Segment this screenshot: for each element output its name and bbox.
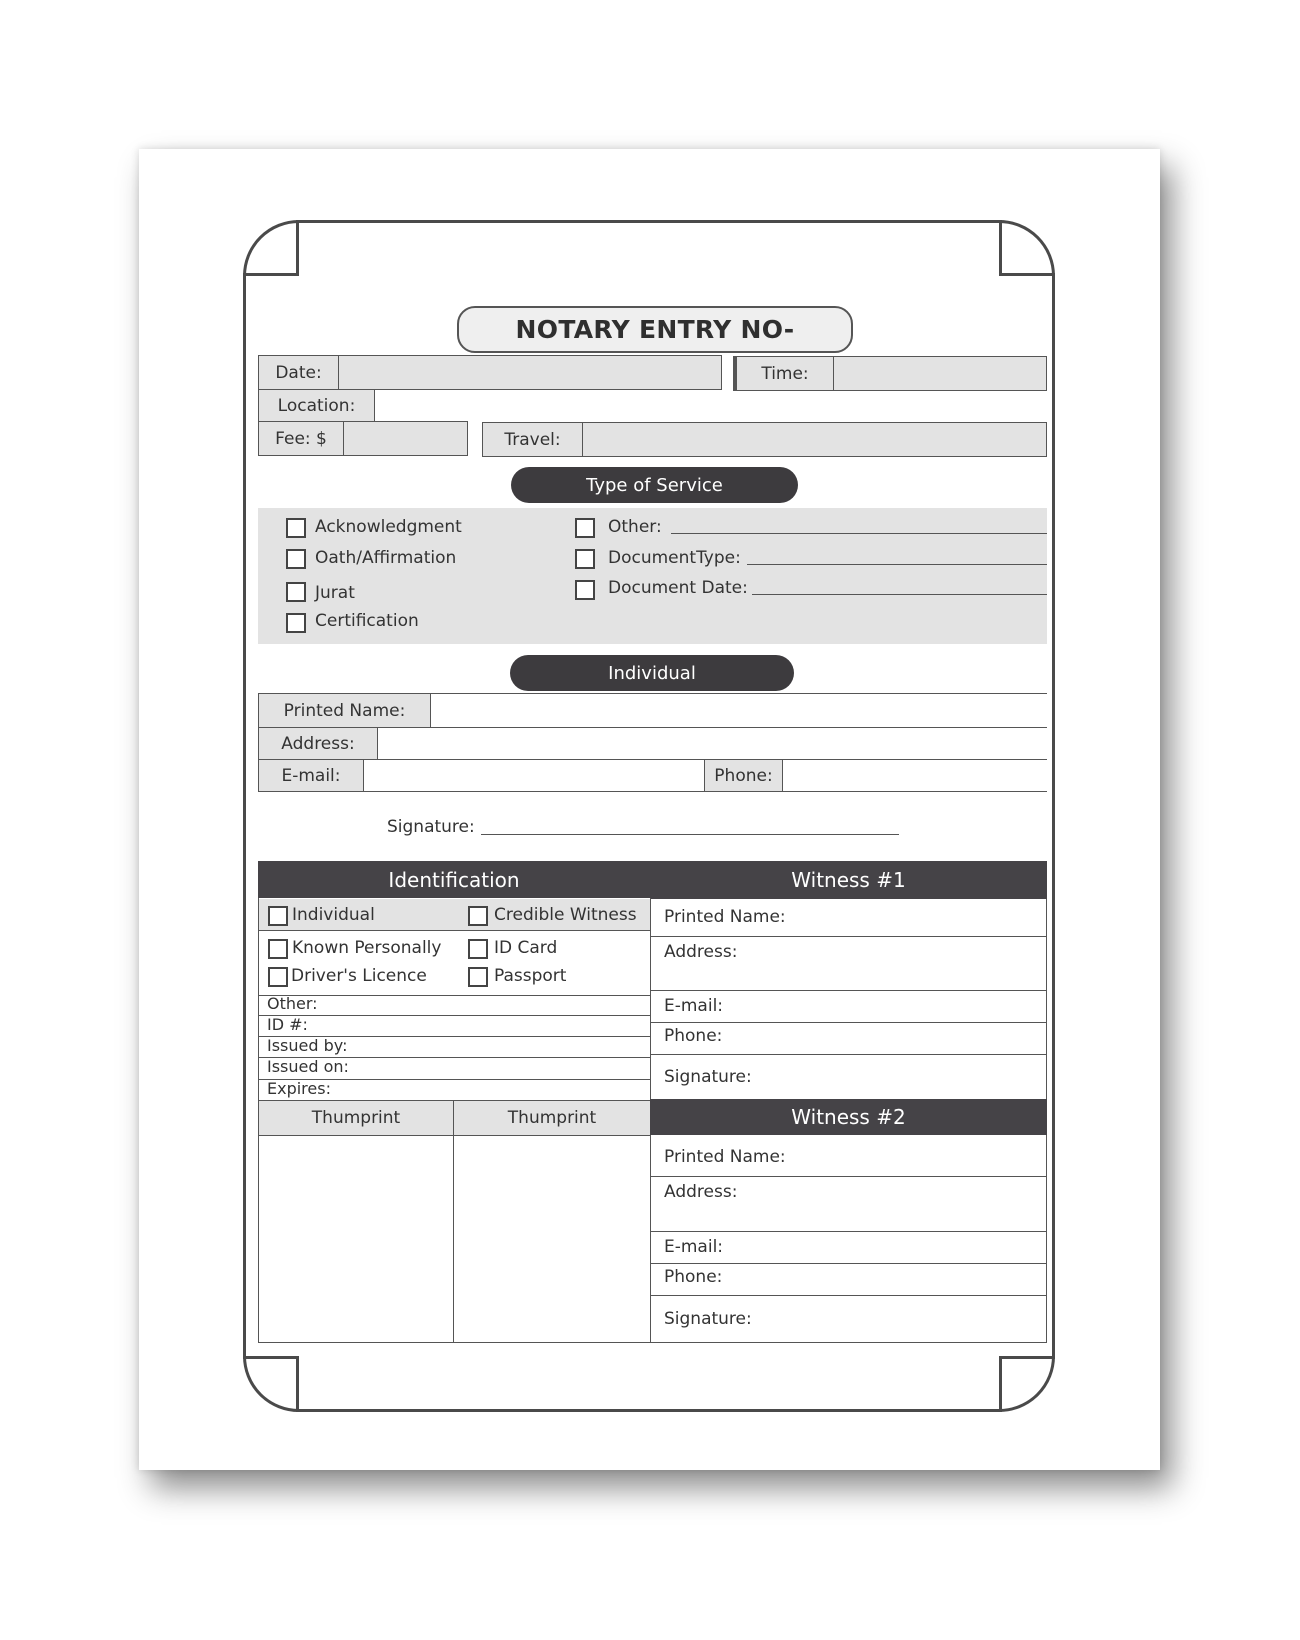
witness2-email-label: E-mail:: [664, 1237, 724, 1257]
witness2-signature-label: Signature:: [664, 1309, 752, 1329]
witness2-line-2: [650, 1231, 1047, 1232]
witness1-email-label: E-mail:: [664, 996, 724, 1016]
witness2-phone-label: Phone:: [664, 1267, 723, 1287]
id-individual-checkbox[interactable]: [268, 906, 288, 926]
address-field[interactable]: [378, 728, 1047, 759]
witness2-printed-name-label: Printed Name:: [664, 1147, 786, 1167]
document-type-checkbox[interactable]: [575, 549, 595, 569]
drivers-licence-checkbox[interactable]: [268, 967, 288, 987]
id-card-label: ID Card: [494, 938, 558, 958]
fee-label: Fee: $: [258, 421, 344, 456]
individual-line-4: [258, 791, 1047, 792]
certification-label: Certification: [315, 611, 419, 631]
time-field[interactable]: [833, 356, 1047, 391]
email-label: E-mail:: [258, 759, 364, 792]
certification-checkbox[interactable]: [286, 613, 306, 633]
individual-signature-label: Signature:: [387, 817, 475, 837]
corner-bracket-top-left: [243, 220, 299, 276]
jurat-label: Jurat: [315, 583, 355, 603]
document-date-checkbox[interactable]: [575, 580, 595, 600]
witness1-phone-label: Phone:: [664, 1026, 723, 1046]
thumbprint-left-label: Thumprint: [258, 1100, 454, 1136]
fee-field[interactable]: [343, 421, 468, 456]
other-service-label: Other:: [608, 517, 662, 537]
individual-heading: Individual: [510, 655, 794, 691]
type-of-service-heading: Type of Service: [511, 467, 798, 503]
issued-by-label: Issued by:: [267, 1036, 348, 1055]
document-date-line[interactable]: [752, 594, 1047, 595]
document-type-line[interactable]: [747, 564, 1047, 565]
printed-name-label: Printed Name:: [258, 693, 431, 728]
passport-label: Passport: [494, 966, 567, 986]
jurat-checkbox[interactable]: [286, 582, 306, 602]
acknowledgment-checkbox[interactable]: [286, 518, 306, 538]
other-service-checkbox[interactable]: [575, 518, 595, 538]
time-label: Time:: [733, 356, 834, 391]
title-box: [457, 306, 853, 353]
witness1-line-2: [650, 990, 1047, 991]
passport-checkbox[interactable]: [468, 967, 488, 987]
id-other-label: Other:: [267, 994, 318, 1013]
witness2-line-1: [650, 1176, 1047, 1177]
date-label: Date:: [258, 355, 339, 390]
id-credible-witness-label: Credible Witness: [494, 905, 637, 925]
oath-affirmation-checkbox[interactable]: [286, 549, 306, 569]
phone-label: Phone:: [704, 759, 783, 792]
witness2-line-3: [650, 1263, 1047, 1264]
email-field[interactable]: [364, 760, 704, 791]
issued-on-label: Issued on:: [267, 1057, 349, 1076]
witness1-line-1: [650, 936, 1047, 937]
location-label: Location:: [258, 389, 375, 422]
witness1-printed-name-label: Printed Name:: [664, 907, 786, 927]
id-credible-witness-checkbox[interactable]: [468, 906, 488, 926]
phone-field[interactable]: [783, 760, 1047, 791]
expires-label: Expires:: [267, 1079, 331, 1098]
known-personally-checkbox[interactable]: [268, 939, 288, 959]
address-label: Address:: [258, 727, 378, 760]
witness2-line-4: [650, 1295, 1047, 1296]
printed-name-field[interactable]: [431, 694, 1047, 727]
witness2-heading: Witness #2: [650, 1099, 1047, 1135]
id-field-line-2: [258, 1015, 650, 1016]
other-service-line[interactable]: [671, 533, 1047, 534]
thumbprint-right-label: Thumprint: [453, 1100, 651, 1136]
document-date-label: Document Date:: [608, 578, 748, 598]
thumbprint-left-box[interactable]: [258, 1135, 454, 1343]
witness1-line-4: [650, 1054, 1047, 1055]
acknowledgment-label: Acknowledgment: [315, 517, 462, 537]
page-title: NOTARY ENTRY NO-: [515, 315, 795, 344]
corner-bracket-bottom-left: [243, 1356, 299, 1412]
document-type-label: DocumentType:: [608, 548, 741, 568]
witness2-address-label: Address:: [664, 1182, 738, 1202]
witness1-heading: Witness #1: [650, 861, 1047, 899]
travel-label: Travel:: [482, 422, 583, 457]
id-card-checkbox[interactable]: [468, 939, 488, 959]
drivers-licence-label: Driver's Licence: [291, 966, 427, 986]
travel-field[interactable]: [582, 422, 1047, 457]
witness1-address-label: Address:: [664, 942, 738, 962]
id-number-label: ID #:: [267, 1015, 308, 1034]
date-field[interactable]: [338, 355, 722, 390]
individual-signature-line[interactable]: [481, 834, 899, 835]
id-individual-label: Individual: [292, 905, 375, 925]
known-personally-label: Known Personally: [292, 938, 442, 958]
oath-affirmation-label: Oath/Affirmation: [315, 548, 457, 568]
thumbprint-right-box[interactable]: [454, 1135, 650, 1343]
witness1-signature-label: Signature:: [664, 1067, 752, 1087]
corner-bracket-top-right: [999, 220, 1055, 276]
corner-bracket-bottom-right: [999, 1356, 1055, 1412]
witness1-line-3: [650, 1022, 1047, 1023]
identification-heading: Identification: [258, 861, 650, 898]
